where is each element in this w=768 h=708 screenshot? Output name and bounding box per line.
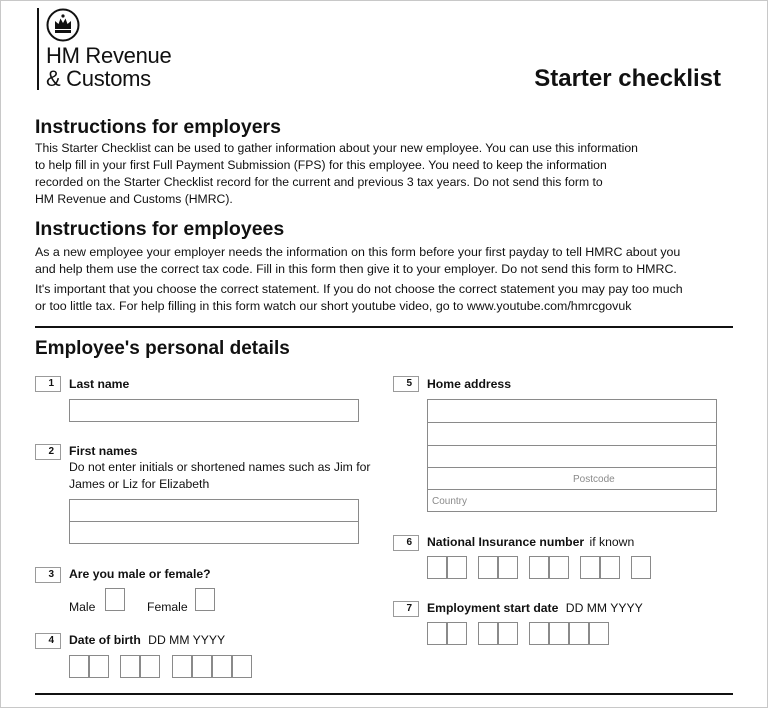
address-row-divider — [428, 445, 716, 446]
first-names-hint-line2: James or Liz for Elizabeth — [69, 477, 210, 491]
ni-char-2[interactable] — [447, 556, 467, 579]
country-placeholder: Country — [432, 496, 468, 507]
employers-line: HM Revenue and Customs (HMRC). — [35, 192, 233, 206]
question-number-6: 6 — [393, 535, 419, 551]
ni-char-9[interactable] — [631, 556, 651, 579]
dob-day-digit-2[interactable] — [89, 655, 109, 678]
employers-line: recorded on the Starter Checklist record for the current and previous 3 tax years. Do not send this form to — [35, 175, 603, 189]
address-row-divider — [428, 489, 716, 490]
section-divider-bottom — [35, 693, 733, 695]
org-name-line2: & Customs — [46, 66, 151, 91]
employers-line: This Starter Checklist can be used to gather information about your new employee. You can use this information — [35, 141, 638, 155]
ni-char-4[interactable] — [498, 556, 518, 579]
start-month-digit-2[interactable] — [498, 622, 518, 645]
start-day-digit-2[interactable] — [447, 622, 467, 645]
ni-char-1[interactable] — [427, 556, 447, 579]
dob-day-digit-1[interactable] — [69, 655, 89, 678]
document-title: Starter checklist — [534, 65, 721, 92]
home-address-input[interactable] — [427, 399, 717, 512]
ni-char-6[interactable] — [549, 556, 569, 579]
ni-number-label — [427, 534, 634, 550]
home-address-label: Home address — [427, 377, 511, 391]
employees-line: and help them use the correct tax code. Fill in this form then give it to your employer. Do not send this form to HMRC. — [35, 262, 677, 276]
first-names-input-line1[interactable] — [69, 499, 359, 522]
female-checkbox[interactable] — [195, 588, 215, 611]
dob-month-digit-2[interactable] — [140, 655, 160, 678]
first-names-input-line2[interactable] — [69, 521, 359, 544]
employees-line: As a new employee your employer needs the information on this form before your first payday to tell HMRC about you — [35, 245, 681, 259]
employers-heading: Instructions for employers — [35, 116, 281, 138]
start-date-format: DD MM YYYY — [565, 601, 643, 615]
employees-line: or too little tax. For help filling in this form watch our short youtube video, go to www.youtube.com/hmrcgovuk — [35, 299, 632, 313]
start-date-label — [427, 600, 643, 616]
male-option-label: Male — [69, 600, 96, 614]
employees-heading: Instructions for employees — [35, 218, 285, 240]
male-checkbox[interactable] — [105, 588, 125, 611]
question-number-4: 4 — [35, 633, 61, 649]
dob-year-digit-1[interactable] — [172, 655, 192, 678]
ni-char-7[interactable] — [580, 556, 600, 579]
first-names-label: First names — [69, 444, 138, 458]
crown-crest-icon — [46, 8, 80, 42]
start-month-digit-1[interactable] — [478, 622, 498, 645]
start-year-digit-2[interactable] — [549, 622, 569, 645]
employees-instructions-1 — [35, 244, 680, 278]
date-of-birth-format: DD MM YYYY — [148, 633, 226, 647]
start-year-digit-3[interactable] — [569, 622, 589, 645]
section-divider-top — [35, 326, 733, 328]
first-names-hint-line1: Do not enter initials or shortened names such as Jim for — [69, 460, 371, 474]
question-number-3: 3 — [35, 567, 61, 583]
start-year-digit-4[interactable] — [589, 622, 609, 645]
last-name-input[interactable] — [69, 399, 359, 422]
org-name-line1: HM Revenue — [46, 43, 172, 68]
postcode-placeholder: Postcode — [573, 474, 615, 485]
date-of-birth-title: Date of birth — [69, 633, 141, 647]
female-option-label: Female — [147, 600, 188, 614]
employees-line: It's important that you choose the correct statement. If you do not choose the correct statement you may pay too much — [35, 282, 683, 296]
last-name-label: Last name — [69, 377, 130, 391]
start-date-title: Employment start date — [427, 601, 559, 615]
dob-year-digit-3[interactable] — [212, 655, 232, 678]
employers-line: to help fill in your first Full Payment Submission (FPS) for this employee. You need to keep the information — [35, 158, 607, 172]
question-number-1: 1 — [35, 376, 61, 392]
address-row-divider — [428, 422, 716, 423]
gender-label: Are you male or female? — [69, 567, 211, 581]
date-of-birth-label — [69, 632, 225, 648]
start-year-digit-1[interactable] — [529, 622, 549, 645]
ni-char-3[interactable] — [478, 556, 498, 579]
question-number-2: 2 — [35, 444, 61, 460]
dob-year-digit-4[interactable] — [232, 655, 252, 678]
employees-instructions-2 — [35, 281, 683, 315]
logo-rule — [37, 8, 39, 90]
ni-char-5[interactable] — [529, 556, 549, 579]
question-number-7: 7 — [393, 601, 419, 617]
start-day-digit-1[interactable] — [427, 622, 447, 645]
ni-number-title: National Insurance number — [427, 535, 585, 549]
dob-month-digit-1[interactable] — [120, 655, 140, 678]
dob-year-digit-2[interactable] — [192, 655, 212, 678]
ni-char-8[interactable] — [600, 556, 620, 579]
employers-instructions — [35, 140, 638, 208]
address-row-divider — [428, 467, 716, 468]
ni-number-suffix: if known — [589, 535, 635, 549]
question-number-5: 5 — [393, 376, 419, 392]
personal-details-heading: Employee's personal details — [35, 338, 290, 359]
